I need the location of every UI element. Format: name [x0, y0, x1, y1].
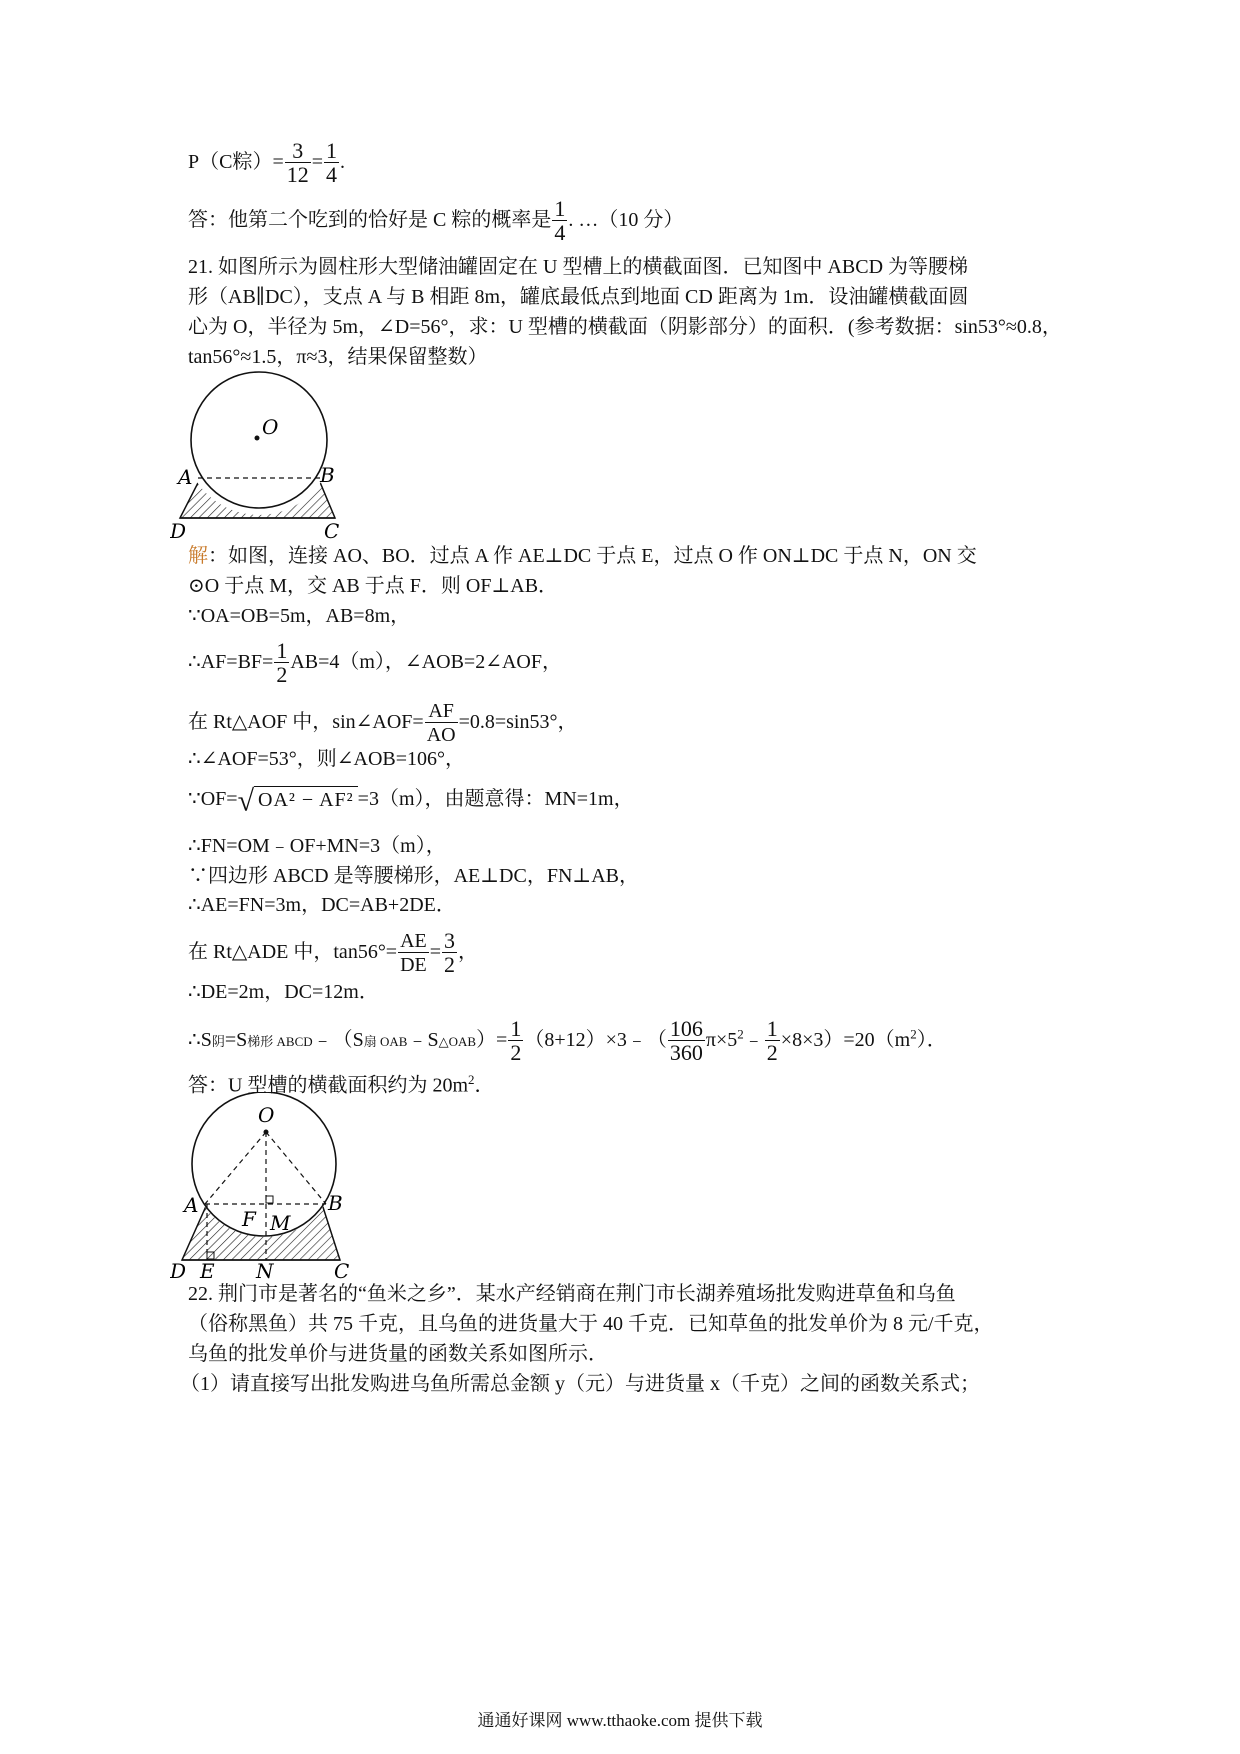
text: ∵OF=	[188, 788, 238, 810]
q22-line-3: 乌鱼的批发单价与进货量的函数关系如图所示．	[188, 1343, 608, 1365]
text: 在 Rt△ADE 中，tan56°=	[188, 941, 398, 964]
text: AB=4（m），∠AOB=2∠AOF，	[290, 651, 562, 674]
label-o: O	[258, 1103, 275, 1127]
frac-num: 1	[276, 638, 288, 663]
frac-num: 3	[444, 928, 456, 953]
frac-den: DE	[400, 954, 427, 976]
label-o: O	[262, 415, 279, 439]
answer-fraction	[552, 198, 567, 245]
center-point-o	[255, 436, 260, 441]
text: ﹣（S	[312, 1029, 364, 1052]
fraction-ae-de	[398, 930, 429, 977]
text: ﹣S	[407, 1029, 439, 1052]
text: ）．	[916, 1029, 947, 1052]
label-d: D	[170, 1259, 187, 1282]
frac-num: 1	[766, 1016, 778, 1041]
fraction-af-ao	[425, 700, 458, 747]
solution-line-10: ∴AE=FN=3m，DC=AB+2DE．	[188, 894, 456, 916]
frac-num: AF	[425, 700, 458, 723]
q22-line-2: （俗称黑鱼）共 75 千克，且乌鱼的进货量大于 40 千克．已知草鱼的批发单价为 8 元/千克，	[188, 1313, 994, 1335]
fraction-3-12	[285, 140, 311, 187]
solution-marker: 解	[188, 545, 208, 567]
frac-num: 1	[510, 1016, 522, 1041]
label-n: N	[256, 1259, 274, 1282]
label-m: M	[270, 1211, 291, 1235]
text: ．	[474, 1074, 495, 1097]
solution-line-1	[188, 542, 977, 570]
label-c: C	[334, 1259, 350, 1282]
solution-line-7	[188, 784, 634, 818]
subscript: 梯形 ABCD	[247, 1034, 313, 1050]
solution-line-2: ⊙O 于点 M，交 AB 于点 F．则 OF⊥AB．	[188, 575, 559, 597]
subscript: △OAB	[438, 1034, 477, 1050]
text: ×8×3）=20（m	[780, 1029, 911, 1052]
frac-num: 1	[554, 196, 566, 221]
frac-den: 2	[444, 952, 456, 977]
radius-ob	[266, 1132, 326, 1204]
solution-line-13	[188, 1018, 947, 1065]
trapezoid-shaded	[180, 475, 335, 518]
q21-line-1: 21. 如图所示为圆柱形大型储油罐固定在 U 型槽上的横截面图．已知图中 ABCD 为等腰梯	[188, 256, 969, 278]
tank-circle	[191, 372, 327, 508]
text: =3（m），由题意得：MN=1m，	[357, 788, 634, 810]
q22-line-1: 22. 荆门市是著名的“鱼米之乡”．某水产经销商在荆门市长湖养殖场批发购进草鱼和乌鱼	[188, 1283, 956, 1305]
solution-line-6: ∴∠AOF=53°，则∠AOB=106°，	[188, 748, 466, 770]
text: 在 Rt△AOF 中，sin∠AOF=	[188, 711, 424, 734]
fraction-106-360	[668, 1018, 705, 1065]
q21-line-2: 形（AB∥DC），支点 A 与 B 相距 8m，罐底最低点到地面 CD 距离为 1m．设油罐横截面圆	[188, 286, 969, 308]
answer-text: 答：他第二个吃到的恰好是 C 粽的概率是	[188, 209, 552, 232]
frac-num: AE	[400, 930, 427, 952]
q21-line-3: 心为 O，半径为 5m，∠D=56°，求：U 型槽的横截面（阴影部分）的面积．(参考数据：sin53°≈0.8，	[188, 316, 1062, 338]
solution-line-3: ∵OA=OB=5m，AB=8m，	[188, 605, 411, 627]
frac-num: 106	[669, 1016, 703, 1041]
label-b: B	[320, 463, 335, 487]
frac-den: 2	[766, 1040, 778, 1065]
solution-line-4	[188, 640, 562, 687]
q21-line-4: tan56°≈1.5，π≈3，结果保留整数）	[188, 346, 488, 368]
frac-num: 1	[326, 138, 338, 163]
solution-line-5	[188, 700, 577, 747]
superscript: 2	[737, 1026, 744, 1042]
solution-text: ：如图，连接 AO、BO．过点 A 作 AE⊥DC 于点 E，过点 O 作 ON⊥DC 于点 N，ON 交	[208, 545, 977, 567]
center-point-o	[264, 1130, 269, 1135]
fraction-3-2	[442, 930, 457, 977]
period: .	[340, 151, 346, 174]
label-b: B	[328, 1191, 343, 1215]
label-e: E	[200, 1259, 215, 1282]
sqrt-expression	[237, 784, 358, 818]
frac-den: 2	[276, 662, 288, 687]
text: ∴AF=BF=	[188, 651, 274, 674]
label-a: A	[178, 465, 193, 489]
fraction-1-4	[324, 140, 339, 187]
text: ﹣	[743, 1029, 764, 1052]
label-c: C	[324, 519, 340, 543]
text: （8+12）×3﹣（	[524, 1029, 667, 1052]
solution-line-8: ∴FN=OM﹣OF+MN=3（m），	[188, 835, 446, 857]
text: =0.8=sin53°，	[458, 711, 578, 734]
radical-sign: √	[237, 784, 255, 818]
superscript: 2	[468, 1072, 475, 1087]
frac-den: 4	[554, 220, 566, 245]
fraction-half	[274, 640, 289, 687]
page-footer: 通通好课网 www.tthaoke.com 提供下载	[477, 1711, 763, 1730]
frac-den: 4	[326, 162, 338, 187]
label-d: D	[170, 519, 187, 543]
figure-tank-2	[170, 1092, 390, 1282]
label-a: A	[184, 1193, 199, 1217]
fraction-half	[765, 1018, 780, 1065]
text: ）=	[476, 1029, 508, 1052]
equals: =	[311, 151, 324, 174]
frac-den: AO	[426, 724, 456, 746]
p-label: P（C粽）=	[188, 151, 284, 174]
text: =S	[224, 1029, 248, 1052]
text: ∴S	[188, 1029, 212, 1052]
q22-line-4: （1）请直接写出批发购进乌鱼所需总金额 y（元）与进货量 x（千克）之间的函数关系式；	[180, 1373, 980, 1395]
text: ，	[458, 941, 479, 964]
frac-den: 360	[669, 1040, 703, 1065]
equals: =	[429, 941, 442, 964]
right-angle-f	[266, 1196, 273, 1203]
frac-den: 12	[286, 162, 309, 187]
solution-line-11	[188, 930, 478, 977]
solution-line-9: ∵四边形 ABCD 是等腰梯形，AE⊥DC，FN⊥AB，	[188, 865, 639, 887]
probability-line	[188, 140, 345, 187]
text: 答：U 型槽的横截面积约为 20m	[188, 1074, 468, 1097]
radicand: OA² − AF²	[254, 786, 358, 813]
radius-oa	[205, 1132, 266, 1204]
fraction-half	[508, 1018, 523, 1065]
frac-num: 3	[285, 140, 311, 163]
subscript: 扇 OAB	[363, 1034, 408, 1050]
subscript: 阴	[211, 1034, 225, 1050]
probability-answer	[188, 198, 683, 245]
solution-line-12: ∴DE=2m，DC=12m．	[188, 981, 379, 1003]
text: π×5	[705, 1029, 738, 1052]
answer-suffix: . …（10 分）	[568, 209, 684, 232]
label-f: F	[242, 1207, 256, 1231]
frac-den: 2	[510, 1040, 522, 1065]
superscript: 2	[910, 1026, 917, 1042]
